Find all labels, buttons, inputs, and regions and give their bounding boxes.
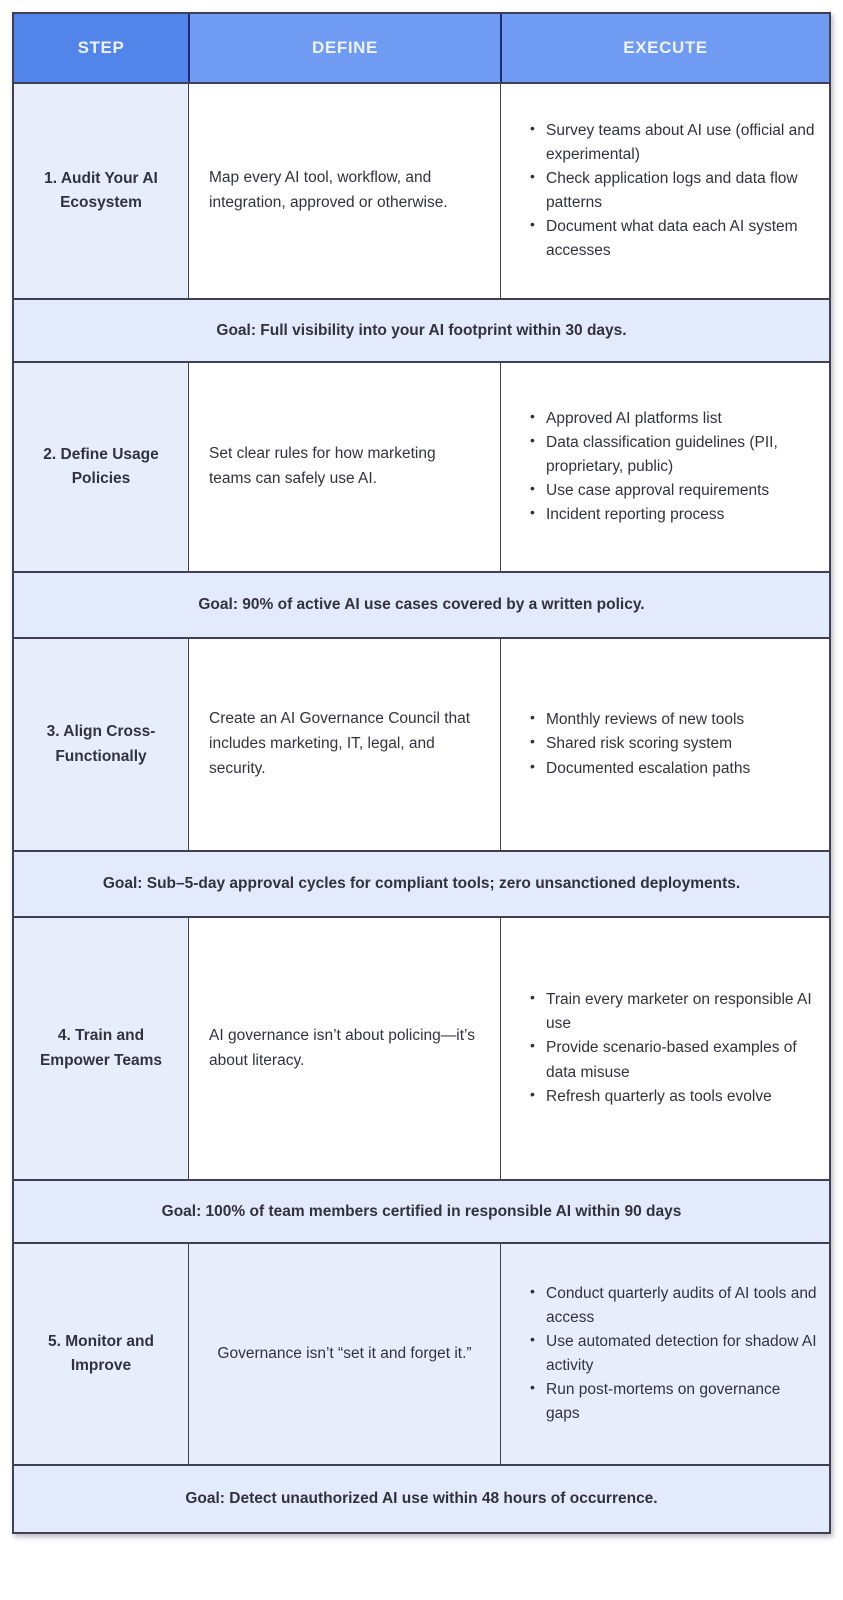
- execute-bullet-item: • Document what data each AI system accesses: [529, 215, 817, 263]
- define-cell: Map every AI tool, workflow, and integration, approved or otherwise.: [188, 84, 500, 298]
- execute-bullet-item: • Conduct quarterly audits of AI tools and access: [529, 1282, 817, 1330]
- goal-row-3: [14, 852, 829, 918]
- execute-bullet-item: • Use automated detection for shadow AI activity: [529, 1330, 817, 1378]
- table-header-row: [14, 14, 829, 84]
- execute-bullet-item: • Check application logs and data flow patterns: [529, 167, 817, 215]
- column-header-execute: EXECUTE: [500, 14, 829, 82]
- execute-bullet-item: • Use case approval requirements: [529, 479, 817, 503]
- define-cell: AI governance isn’t about policing—it’s about literacy.: [188, 918, 500, 1179]
- execute-bullet-item: • Provide scenario-based examples of data misuse: [529, 1036, 817, 1084]
- define-cell: Set clear rules for how marketing teams can safely use AI.: [188, 363, 500, 571]
- step-cell: 4. Train and Empower Teams: [14, 918, 188, 1179]
- execute-bullet-list: [529, 708, 750, 780]
- goal-row-2: [14, 573, 829, 639]
- execute-bullet-list: [529, 407, 817, 527]
- execute-bullet-item: • Run post-mortems on governance gaps: [529, 1378, 817, 1426]
- table-row-1: [14, 84, 829, 300]
- execute-bullet-item: • Shared risk scoring system: [529, 732, 750, 756]
- execute-bullet-list: [529, 1282, 817, 1426]
- goal-row-1: [14, 300, 829, 363]
- table-row-4: [14, 918, 829, 1181]
- execute-bullet-list: [529, 988, 817, 1108]
- table-row-3: [14, 639, 829, 852]
- execute-cell: [500, 84, 829, 298]
- goal-text: Goal: Detect unauthorized AI use within 48 hours of occurrence.: [185, 1490, 658, 1507]
- column-header-step: STEP: [14, 14, 188, 82]
- execute-cell: [500, 918, 829, 1179]
- execute-bullet-item: • Incident reporting process: [529, 503, 817, 527]
- goal-text: Goal: Sub–5-day approval cycles for compliant tools; zero unsanctioned deployments.: [102, 875, 741, 892]
- step-cell: 5. Monitor and Improve: [14, 1244, 188, 1464]
- execute-bullet-list: [529, 119, 817, 263]
- execute-bullet-item: • Documented escalation paths: [529, 757, 750, 781]
- define-cell: Governance isn’t “set it and forget it.”: [188, 1244, 500, 1464]
- execute-bullet-item: • Approved AI platforms list: [529, 407, 817, 431]
- execute-cell: [500, 1244, 829, 1464]
- goal-row-5: [14, 1466, 829, 1532]
- goal-text: Goal: Full visibility into your AI footprint within 30 days.: [216, 321, 627, 339]
- ai-governance-table: [12, 12, 831, 1534]
- goal-text: Goal: 100% of team members certified in responsible AI within 90 days: [161, 1202, 682, 1220]
- goal-row-4: [14, 1181, 829, 1244]
- step-cell: 2. Define Usage Policies: [14, 363, 188, 571]
- execute-bullet-item: • Train every marketer on responsible AI use: [529, 988, 817, 1036]
- execute-bullet-item: • Monthly reviews of new tools: [529, 708, 750, 732]
- table-row-5: [14, 1244, 829, 1466]
- execute-bullet-item: • Refresh quarterly as tools evolve: [529, 1085, 817, 1109]
- column-header-define: DEFINE: [188, 14, 500, 82]
- goal-text: Goal: 90% of active AI use cases covered by a written policy.: [198, 596, 645, 613]
- execute-bullet-item: • Data classification guidelines (PII, proprietary, public): [529, 431, 817, 479]
- execute-bullet-item: • Survey teams about AI use (official and experimental): [529, 119, 817, 167]
- execute-cell: [500, 363, 829, 571]
- define-cell: Create an AI Governance Council that includes marketing, IT, legal, and security.: [188, 639, 500, 850]
- execute-cell: [500, 639, 829, 850]
- table-row-2: [14, 363, 829, 573]
- step-cell: 1. Audit Your AI Ecosystem: [14, 84, 188, 298]
- step-cell: 3. Align Cross-Functionally: [14, 639, 188, 850]
